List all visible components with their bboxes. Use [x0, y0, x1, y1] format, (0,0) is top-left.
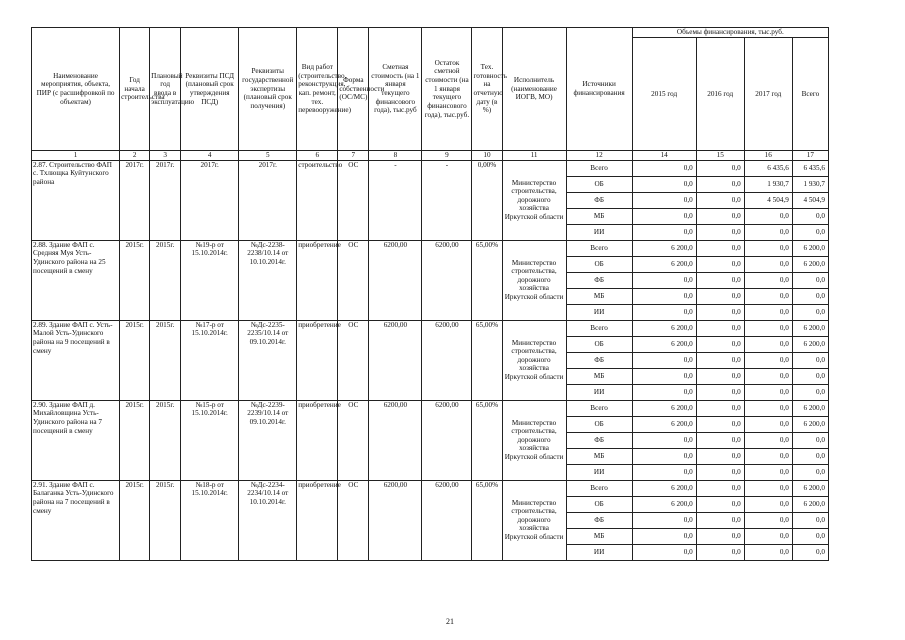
- expertise-details: №Дс-2234-2234/10.14 от 10.10.2014г.: [239, 480, 297, 560]
- header-total: Всего: [792, 37, 828, 150]
- funding-source: Всего: [566, 400, 632, 416]
- header-remaining: Остаток сметной стоимости (на 1 января текущего финансового года), тыс.руб.: [422, 28, 472, 151]
- amount-2017: 0,0: [744, 416, 792, 432]
- object-name: 2.89. Здание ФАП с. Усть-Малой Усть-Удинского района на 9 посещений в смену: [32, 320, 120, 400]
- remaining-cost: 6200,00: [422, 400, 472, 480]
- amount-total: 0,0: [792, 272, 828, 288]
- executor: Министерство строительства, дорожного хозяйства Иркутской области: [502, 240, 566, 320]
- amount-total: 6 435,6: [792, 160, 828, 176]
- amount-total: 6 200,0: [792, 320, 828, 336]
- header-readiness: Тех. готовность на отчетную дату (в %): [472, 28, 502, 151]
- funding-source: ИИ: [566, 224, 632, 240]
- funding-source: ИИ: [566, 304, 632, 320]
- header-executor: Исполнитель (наименование ИОГВ, МО): [502, 28, 566, 151]
- funding-source: Всего: [566, 160, 632, 176]
- psd-details: №19-р от 15.10.2014г.: [181, 240, 239, 320]
- plan-year: 2015г.: [150, 240, 181, 320]
- amount-2017: 0,0: [744, 240, 792, 256]
- colnum: 10: [472, 151, 502, 161]
- tech-readiness: 65,00%: [472, 480, 502, 560]
- amount-2017: 0,0: [744, 496, 792, 512]
- colnum: 7: [338, 151, 369, 161]
- amount-2017: 0,0: [744, 544, 792, 560]
- amount-2017: 0,0: [744, 448, 792, 464]
- year-start: 2017г.: [120, 160, 150, 240]
- amount-2016: 0,0: [696, 480, 744, 496]
- work-type: приобретение: [297, 480, 338, 560]
- amount-total: 6 200,0: [792, 416, 828, 432]
- header-estimate: Сметная стоимость (на 1 января текущего финансового года), тыс.руб: [369, 28, 422, 151]
- funding-source: Всего: [566, 320, 632, 336]
- amount-2016: 0,0: [696, 512, 744, 528]
- plan-year: 2015г.: [150, 400, 181, 480]
- funding-source: ФБ: [566, 352, 632, 368]
- expertise-details: 2017г.: [239, 160, 297, 240]
- amount-2016: 0,0: [696, 384, 744, 400]
- executor: Министерство строительства, дорожного хозяйства Иркутской области: [502, 160, 566, 240]
- header-2017: 2017 год: [744, 37, 792, 150]
- amount-2017: 0,0: [744, 208, 792, 224]
- funding-source: ОБ: [566, 176, 632, 192]
- colnum: 4: [181, 151, 239, 161]
- funding-source: ИИ: [566, 384, 632, 400]
- funding-source: ИИ: [566, 464, 632, 480]
- amount-2016: 0,0: [696, 320, 744, 336]
- executor: Министерство строительства, дорожного хозяйства Иркутской области: [502, 320, 566, 400]
- amount-2016: 0,0: [696, 496, 744, 512]
- funding-source: ФБ: [566, 192, 632, 208]
- page-number: 21: [446, 617, 454, 626]
- amount-2017: 0,0: [744, 384, 792, 400]
- plan-year: 2017г.: [150, 160, 181, 240]
- amount-2017: 0,0: [744, 352, 792, 368]
- funding-source: ФБ: [566, 272, 632, 288]
- amount-2015: 0,0: [632, 352, 696, 368]
- colnum: 9: [422, 151, 472, 161]
- ownership-form: ОС: [338, 480, 369, 560]
- header-expertise: Реквизиты государственной экспертизы (плановый срок получения): [239, 28, 297, 151]
- colnum: 12: [566, 151, 632, 161]
- object-name: 2.88. Здание ФАП с. Средняя Муя Усть-Удинского района на 25 посещений в смену: [32, 240, 120, 320]
- amount-2016: 0,0: [696, 192, 744, 208]
- amount-2017: 1 930,7: [744, 176, 792, 192]
- amount-2017: 0,0: [744, 432, 792, 448]
- amount-2015: 6 200,0: [632, 240, 696, 256]
- year-start: 2015г.: [120, 400, 150, 480]
- amount-2017: 0,0: [744, 528, 792, 544]
- psd-details: №17-р от 15.10.2014г.: [181, 320, 239, 400]
- amount-total: 6 200,0: [792, 256, 828, 272]
- plan-year: 2015г.: [150, 480, 181, 560]
- colnum: 6: [297, 151, 338, 161]
- funding-source: ОБ: [566, 256, 632, 272]
- amount-2016: 0,0: [696, 448, 744, 464]
- amount-2015: 0,0: [632, 448, 696, 464]
- funding-source: ОБ: [566, 496, 632, 512]
- object-name: 2.87. Строительство ФАП с. Тхлющка Куйтунского района: [32, 160, 120, 240]
- header-year-start: Год начала строительства: [120, 28, 150, 151]
- amount-total: 0,0: [792, 224, 828, 240]
- amount-2016: 0,0: [696, 272, 744, 288]
- amount-2017: 0,0: [744, 224, 792, 240]
- amount-2015: 0,0: [632, 272, 696, 288]
- remaining-cost: 6200,00: [422, 320, 472, 400]
- funding-source: МБ: [566, 208, 632, 224]
- colnum: 8: [369, 151, 422, 161]
- year-start: 2015г.: [120, 240, 150, 320]
- amount-total: 0,0: [792, 288, 828, 304]
- funding-source: ИИ: [566, 544, 632, 560]
- amount-2015: 0,0: [632, 304, 696, 320]
- amount-2017: 0,0: [744, 304, 792, 320]
- amount-total: 0,0: [792, 432, 828, 448]
- colnum: 17: [792, 151, 828, 161]
- estimate-cost: 6200,00: [369, 480, 422, 560]
- estimate-cost: -: [369, 160, 422, 240]
- amount-total: 0,0: [792, 304, 828, 320]
- funding-source: ФБ: [566, 512, 632, 528]
- amount-2017: 0,0: [744, 288, 792, 304]
- amount-total: 4 504,9: [792, 192, 828, 208]
- table-row: [32, 240, 829, 256]
- tech-readiness: 65,00%: [472, 320, 502, 400]
- amount-2016: 0,0: [696, 240, 744, 256]
- amount-total: 6 200,0: [792, 480, 828, 496]
- funding-source: ОБ: [566, 416, 632, 432]
- amount-2016: 0,0: [696, 544, 744, 560]
- funding-source: ОБ: [566, 336, 632, 352]
- amount-total: 0,0: [792, 544, 828, 560]
- colnum: 2: [120, 151, 150, 161]
- amount-2017: 0,0: [744, 336, 792, 352]
- amount-2015: 6 200,0: [632, 336, 696, 352]
- funding-source: Всего: [566, 240, 632, 256]
- amount-2017: 6 435,6: [744, 160, 792, 176]
- amount-2015: 0,0: [632, 160, 696, 176]
- year-start: 2015г.: [120, 480, 150, 560]
- psd-details: №15-р от 15.10.2014г.: [181, 400, 239, 480]
- table-body: [32, 160, 829, 560]
- amount-2015: 0,0: [632, 512, 696, 528]
- expertise-details: №Дс-2238-2238/10.14 от 10.10.2014г.: [239, 240, 297, 320]
- tech-readiness: 65,00%: [472, 240, 502, 320]
- expertise-details: №Дс-2235-2235/10.14 от 09.10.2014г.: [239, 320, 297, 400]
- remaining-cost: 6200,00: [422, 240, 472, 320]
- table-row: [32, 320, 829, 336]
- work-type: приобретение: [297, 320, 338, 400]
- funding-source: Всего: [566, 480, 632, 496]
- funding-source: МБ: [566, 368, 632, 384]
- amount-2016: 0,0: [696, 256, 744, 272]
- amount-2015: 0,0: [632, 528, 696, 544]
- amount-2015: 0,0: [632, 192, 696, 208]
- header-2015: 2015 год: [632, 37, 696, 150]
- year-start: 2015г.: [120, 320, 150, 400]
- ownership-form: ОС: [338, 160, 369, 240]
- work-type: приобретение: [297, 240, 338, 320]
- header-funding-group: Объемы финансирования, тыс.руб.: [632, 28, 828, 38]
- executor: Министерство строительства, дорожного хозяйства Иркутской области: [502, 480, 566, 560]
- amount-2015: 6 200,0: [632, 400, 696, 416]
- expertise-details: №Дс-2239-2239/10.14 от 09.10.2014г.: [239, 400, 297, 480]
- colnum: 3: [150, 151, 181, 161]
- amount-2015: 6 200,0: [632, 496, 696, 512]
- estimate-cost: 6200,00: [369, 400, 422, 480]
- header-sources: Источники финансирования: [566, 28, 632, 151]
- table-row: [32, 160, 829, 176]
- funding-source: МБ: [566, 288, 632, 304]
- colnum: 1: [32, 151, 120, 161]
- estimate-cost: 6200,00: [369, 240, 422, 320]
- amount-total: 0,0: [792, 464, 828, 480]
- amount-2015: 0,0: [632, 288, 696, 304]
- amount-2017: 0,0: [744, 320, 792, 336]
- funding-source: ФБ: [566, 432, 632, 448]
- executor: Министерство строительства, дорожного хозяйства Иркутской области: [502, 400, 566, 480]
- table-row: [32, 400, 829, 416]
- amount-2016: 0,0: [696, 416, 744, 432]
- remaining-cost: 6200,00: [422, 480, 472, 560]
- amount-total: 6 200,0: [792, 400, 828, 416]
- amount-2015: 0,0: [632, 368, 696, 384]
- table-row: [32, 480, 829, 496]
- amount-2016: 0,0: [696, 160, 744, 176]
- amount-2016: 0,0: [696, 336, 744, 352]
- amount-2017: 0,0: [744, 256, 792, 272]
- amount-2015: 0,0: [632, 224, 696, 240]
- amount-2017: 0,0: [744, 512, 792, 528]
- amount-2016: 0,0: [696, 352, 744, 368]
- ownership-form: ОС: [338, 400, 369, 480]
- header-ownership: Форма собственности (ОС/МС): [338, 28, 369, 151]
- amount-2016: 0,0: [696, 304, 744, 320]
- ownership-form: ОС: [338, 240, 369, 320]
- amount-total: 0,0: [792, 448, 828, 464]
- amount-2015: 0,0: [632, 432, 696, 448]
- colnum: 15: [696, 151, 744, 161]
- amount-2017: 0,0: [744, 368, 792, 384]
- psd-details: №18-р от 15.10.2014г.: [181, 480, 239, 560]
- amount-total: 6 200,0: [792, 240, 828, 256]
- amount-total: 1 930,7: [792, 176, 828, 192]
- amount-2017: 4 504,9: [744, 192, 792, 208]
- work-type: приобретение: [297, 400, 338, 480]
- amount-2015: 0,0: [632, 176, 696, 192]
- estimate-cost: 6200,00: [369, 320, 422, 400]
- amount-total: 0,0: [792, 512, 828, 528]
- amount-2017: 0,0: [744, 400, 792, 416]
- amount-2016: 0,0: [696, 368, 744, 384]
- amount-total: 0,0: [792, 528, 828, 544]
- object-name: 2.91. Здание ФАП с. Балаганка Усть-Удинского района на 7 посещений в смену: [32, 480, 120, 560]
- amount-2016: 0,0: [696, 400, 744, 416]
- colnum: 16: [744, 151, 792, 161]
- psd-details: 2017г.: [181, 160, 239, 240]
- amount-2015: 0,0: [632, 544, 696, 560]
- object-name: 2.90. Здание ФАП д. Михайловщина Усть-Удинского района на 7 посещений в смену: [32, 400, 120, 480]
- amount-2015: 6 200,0: [632, 320, 696, 336]
- amount-2016: 0,0: [696, 432, 744, 448]
- tech-readiness: 0,00%: [472, 160, 502, 240]
- tech-readiness: 65,00%: [472, 400, 502, 480]
- header-2016: 2016 год: [696, 37, 744, 150]
- remaining-cost: -: [422, 160, 472, 240]
- amount-2017: 0,0: [744, 272, 792, 288]
- header-psd: Реквизиты ПСД (плановый срок утверждения ПСД): [181, 28, 239, 151]
- colnum: 5: [239, 151, 297, 161]
- amount-2015: 0,0: [632, 464, 696, 480]
- amount-2016: 0,0: [696, 288, 744, 304]
- amount-2016: 0,0: [696, 208, 744, 224]
- amount-2015: 6 200,0: [632, 480, 696, 496]
- plan-year: 2015г.: [150, 320, 181, 400]
- amount-2016: 0,0: [696, 176, 744, 192]
- amount-2015: 6 200,0: [632, 416, 696, 432]
- amount-total: 6 200,0: [792, 336, 828, 352]
- work-type: строительство: [297, 160, 338, 240]
- amount-total: 0,0: [792, 368, 828, 384]
- amount-2015: 0,0: [632, 384, 696, 400]
- header-work-type: Вид работ (строительство, реконструкция, кап. ремонт, тех. перевооружение): [297, 28, 338, 151]
- header-plan-year: Плановый год ввода в эксплуатацию: [150, 28, 181, 151]
- colnum: 11: [502, 151, 566, 161]
- amount-2015: 6 200,0: [632, 256, 696, 272]
- amount-2015: 0,0: [632, 208, 696, 224]
- funding-source: МБ: [566, 528, 632, 544]
- amount-2016: 0,0: [696, 224, 744, 240]
- amount-2016: 0,0: [696, 528, 744, 544]
- amount-2016: 0,0: [696, 464, 744, 480]
- colnum: 14: [632, 151, 696, 161]
- amount-total: 6 200,0: [792, 496, 828, 512]
- amount-total: 0,0: [792, 208, 828, 224]
- amount-total: 0,0: [792, 352, 828, 368]
- financing-table: [31, 27, 829, 561]
- amount-2017: 0,0: [744, 464, 792, 480]
- header-name: Наименование мероприятия, объекта, ПИР (с расшифровкой по объектам): [32, 28, 120, 151]
- funding-source: МБ: [566, 448, 632, 464]
- amount-2017: 0,0: [744, 480, 792, 496]
- amount-total: 0,0: [792, 384, 828, 400]
- ownership-form: ОС: [338, 320, 369, 400]
